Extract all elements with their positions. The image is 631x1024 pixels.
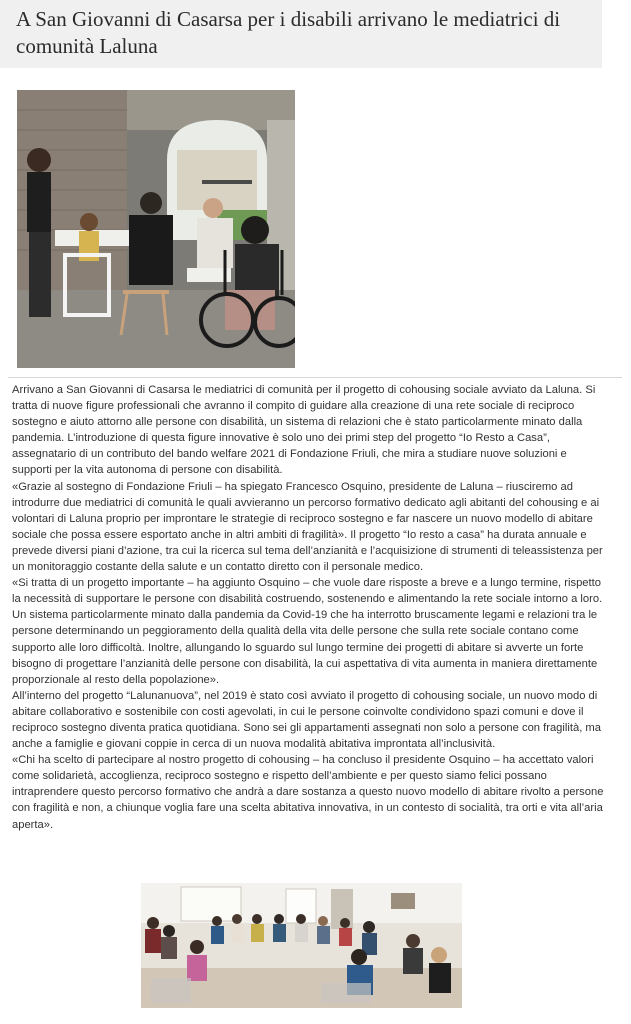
article-body bbox=[12, 382, 608, 833]
article-photo-porch bbox=[17, 90, 295, 368]
section-divider bbox=[8, 377, 622, 378]
article-title: A San Giovanni di Casarsa per i disabili arrivano le mediatrici di comunità Laluna bbox=[16, 7, 561, 58]
title-banner bbox=[0, 0, 602, 68]
article-paragraph: «Grazie al sostegno di Fondazione Friuli – ha spiegato Francesco Osquino, presidente de Laluna – riusciremo ad introdurre due mediatrici di comunità le quali avvieranno un percorso formativo dedicato agli abitanti del cohousing e ai volontari di Laluna proprio per improntare le strategie di reciproco sostegno e far nascere un nuovo modello di abitare sociale che possa essere esportato anche in altri ambiti di fragilità». Il progetto “Io resto a casa” ha durata annuale e prevede diversi piani d’azione, tra cui la ricerca sul tema dell’anzianità e l’acquisizione di strumenti di teleassistenza per un monitoraggio costante della salute e un contatto diretto con il personale medico. bbox=[12, 480, 603, 574]
article-photo-meeting bbox=[141, 883, 462, 1008]
article-paragraph: «Si tratta di un progetto importante – ha aggiunto Osquino – che vuole dare risposte a breve e a lungo termine, rispetto la necessità di supportare le persone con disabilità costruendo, sostenendo e alimentando la rete sociale intorno a loro. Un sistema particolarmente minato dalla pandemia da Covid-19 che ha interrotto bruscamente legami e relazioni tra le persone determinando un peggioramento della qualità della vita delle persone che sulla rete sociale contano come supporto alle loro difficoltà. Inoltre, allungando lo sguardo sul lungo termine dei progetti di abitare si avverte un forte bisogno di progettare l’anzianità delle persone con disabilità, la cui aspettativa di vita aumenta in maniera direttamente proporzionale al resto della popolazione». bbox=[12, 577, 603, 686]
article-paragraph: Arrivano a San Giovanni di Casarsa le mediatrici di comunità per il progetto di cohousing sociale avviato da Laluna. Si tratta di nuove figure professionali che avranno il compito di guidare alla creazione di una rete sociale di reciproco sostegno e aiuto attorno alle persone con disabilità, un sistema di relazioni che è stato particolarmente minato dalla pandemia. L’introduzione di questa figure innovative è solo uno dei primi step del progetto “Io Resto a Casa”, assegnatario di un contributo del bando welfare 2021 di Fondazione Friuli, che mira a studiare nuove soluzioni e supporti per la vita autonoma di persone con disabilità. bbox=[12, 384, 596, 477]
article-paragraph: «Chi ha scelto di partecipare al nostro progetto di cohousing – ha concluso il presidente Osquino – ha accettato valori come solidarietà, accoglienza, reciproco sostegno e rispetto dell’ambiente e per questo siamo felici possano intraprendere questo percorso formativo che andrà a dare sostanza a questo nuovo modello di abitare rivolto a persone con fragilità e non, a chiunque voglia fare una scelta abitativa innovativa, in un contesto di socialità, tra orti e vita all’aria aperta». bbox=[12, 754, 604, 831]
article-paragraph: All’interno del progetto “Lalunanuova”, nel 2019 è stato così avviato il progetto di cohousing sociale, un nuovo modo di abitare collaborativo e sostenibile con costi agevolati, in cui le persone coinvolte condividono spazi comuni e dove il reciproco sostegno diventa pratica quotidiana. Sono sei gli appartamenti assegnati non solo a persone con fragilità, ma anche a famiglie e giovani coppie in cerca di un nuova modalità abitativa improntata all’inclusività. bbox=[12, 689, 601, 751]
